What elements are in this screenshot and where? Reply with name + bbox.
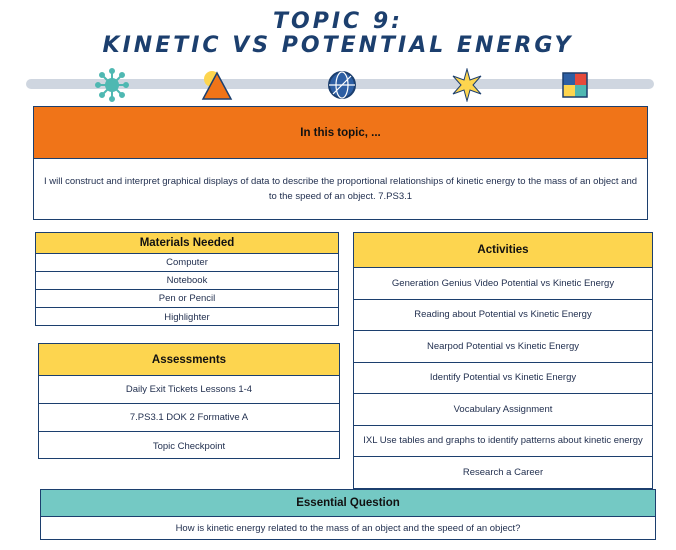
material-item: Computer [36,254,338,272]
assessment-item: 7.PS3.1 DOK 2 Formative A [39,404,339,432]
assessments-table [38,343,340,459]
intro-text: I will construct and interpret graphical displays of data to describe the proportional relationships of kinetic energy to the mass of an object and to the speed of an object. 7.PS3.1 [43,176,638,202]
assessment-item: Topic Checkpoint [152,440,226,452]
globe-icon [325,68,359,102]
material-item: Notebook [36,272,338,290]
page-title [0,10,676,58]
activity-item: Identify Potential vs Kinetic Energy [354,363,652,395]
activities-header: Activities [354,233,652,268]
material-item: Highlighter [164,311,210,323]
intro-section [33,106,648,220]
title-line-1: TOPIC 9: [273,9,403,34]
assessments-header: Assessments [39,344,339,376]
activity-item: IXL Use tables and graphs to identify patterns about kinetic energy [354,426,652,458]
star-burst-icon [450,68,484,102]
activity-item: Reading about Potential vs Kinetic Energy [354,300,652,332]
essential-question-section [40,489,656,540]
activities-table [353,232,653,489]
activity-item: Nearpod Potential vs Kinetic Energy [354,331,652,363]
material-item: Pen or Pencil [36,290,338,308]
atom-icon [95,68,129,102]
cube-icon [558,68,592,102]
intro-header: In this topic, ... [34,107,647,159]
title-line-2: KINETIC VS POTENTIAL ENERGY [102,33,574,58]
assessment-item: Daily Exit Tickets Lessons 1-4 [39,376,339,404]
activity-item: Research a Career [462,467,544,479]
essential-question-header: Essential Question [41,490,655,517]
essential-question-text: How is kinetic energy related to the mass of an object and the speed of an object? [175,523,521,534]
materials-header: Materials Needed [36,233,338,254]
activity-item: Generation Genius Video Potential vs Kinetic Energy [354,268,652,300]
shapes-icon [200,68,234,102]
activity-item: Vocabulary Assignment [354,394,652,426]
materials-table [35,232,339,326]
